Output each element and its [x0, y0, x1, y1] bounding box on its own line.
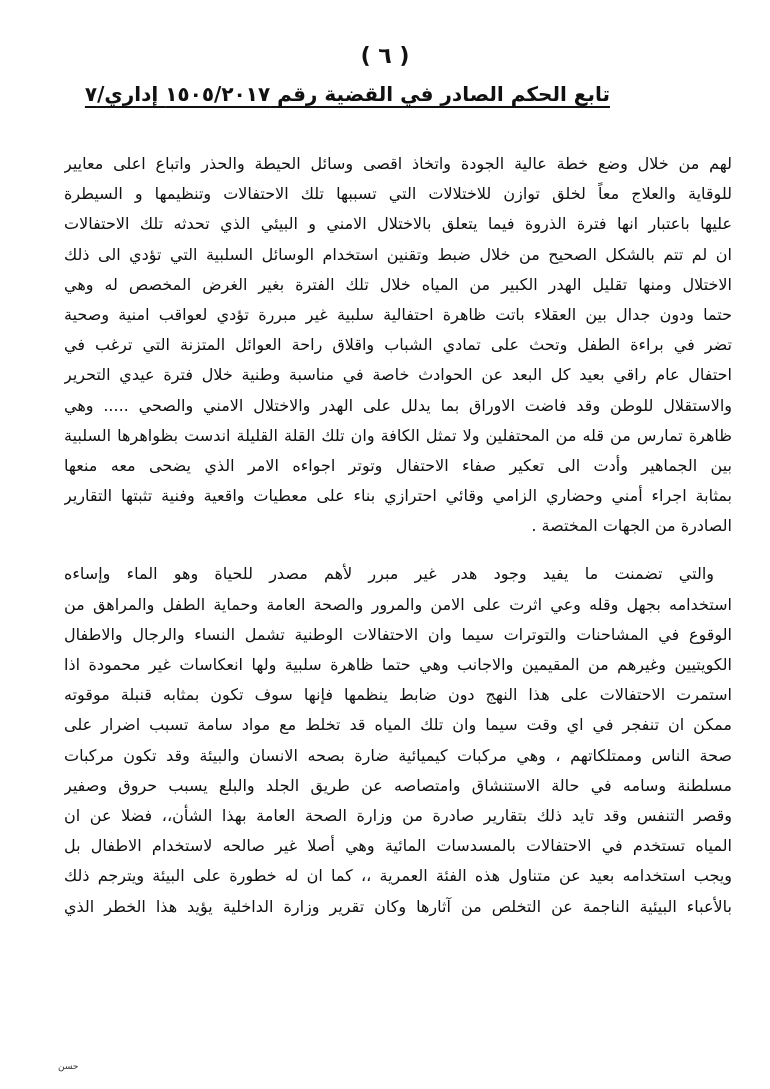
- paragraph-1: [64, 149, 732, 541]
- text-line: الاختلال ومنها تقليل الهدر الكبير من المياه خلال تلك الفترة بغير الغرض المخصص له وهي: [64, 274, 732, 294]
- text-line: الوقوع في المشاحنات والتوترات سيما وان الاحتفالات الوطنية تشمل النساء والرجال والاطفال: [64, 624, 732, 644]
- paragraph-2: [64, 559, 732, 921]
- paragraph-gap: [64, 541, 732, 559]
- footer-initials: حسن: [58, 1062, 79, 1072]
- text-line: ان لم تتم بالشكل الصحيح من خلال ضبط وتقنين استخدام الوسائل السلبية التي تؤدي الى ذلك: [64, 244, 732, 264]
- text-line: ويجب استخدامه بعيد عن متناول هذه الفئة العمرية ،، كما ان له خطورة على البيئة ويترجم ذلك: [64, 866, 732, 886]
- text-line: بين الجماهير وأدت الى تعكير صفاء الاحتفال وتوتر اجواءه الامر الذي يضحى معه منعها: [64, 455, 732, 475]
- page-number: ( ٦ ): [360, 44, 410, 69]
- text-line: عليها باعتبار انها فترة الذروة فيما يتعلق بالاختلال الامني و البيئي الذي تحدثه تلك الاحتفالات: [64, 214, 732, 234]
- text-line: والتي تضمنت ما يفيد وجود هدر غير مبرر لأهم مصدر للحياة وهو الماء وإساءه: [64, 564, 714, 584]
- judgment-title: تابع الحكم الصادر في القضية رقم ١٥٠٥/٢٠١٧ إداري/٧: [84, 82, 610, 106]
- text-line: بمثابة اجراء أمني وحضاري الزامي وقائي احترازي بناء على معطيات واقعية وفنية تثبتها التقارير: [64, 486, 732, 506]
- text-line: وقصر التنفس وقد تايد ذلك بتقارير صادرة من وزارة الصحة العامة بهذا الشأن،، فضلا عن ان: [64, 805, 732, 825]
- text-line: مسلطنة وسامه في حالة الاستنشاق وامتصاصه عن طريق الجلد والبلع يسبب حروق وصفير: [64, 775, 732, 795]
- text-line: والاستقلال للوطن وقد فاضت الاوراق بما يدلل على الهدر والاختلال الامني والصحي ..... وهي: [64, 395, 732, 415]
- text-line: الصادرة من الجهات المختصة .: [531, 516, 732, 536]
- text-line: ممكن ان تنفجر في اي وقت سيما وان تلك المياه قد تخلط مع مواد سامة تسبب اضرار على: [64, 715, 732, 735]
- text-line: احتفال عام راقي بعيد كل البعد عن الحوادث خاصة في مناسبة وطنية خلال فترة عيدي التحرير: [64, 365, 732, 385]
- text-line: صحة الناس وممتلكاتهم ، وهي مركبات كيميائية ضارة بصحه الانسان والبيئة وقد تكون مركبات: [64, 745, 732, 765]
- text-line: استخدامه بجهل وقله وعي اثرت على الامن والمرور والصحة العامة وحماية الطفل والمراهق من: [64, 594, 732, 614]
- text-line: للوقاية والعلاج معاً لخلق توازن للاختلالات التي تسببها تلك الاحتفالات وتنظيمها و السيطرة: [64, 184, 732, 204]
- judgment-body: [64, 149, 732, 922]
- text-line: بالأعباء البيئية الناجمة عن التخلص من آثارها وكان تقرير وزارة الداخلية يؤيد هذا الخطر الذي: [64, 896, 732, 916]
- text-line: الكويتيين وغيرهم من المقيمين والاجانب وهي حتما ظاهرة سلبية ولها انعكاسات غير محمودة اذا: [64, 655, 732, 674]
- text-line: لهم من خلال وضع خطة عالية الجودة واتخاذ اقصى وسائل الحيطة والحذر واتباع اعلى معايير: [64, 154, 732, 173]
- text-line: ظاهرة تمارس من قله من المحتفلين ولا تمثل الكافة وان تلك القلة القليلة اندست بظواهرها السلبية: [64, 425, 732, 445]
- text-line: تضر في براءة الطفل وتحث على تمادي الشباب واقلاق راحة العوائل المتزنة التي ترغب في: [64, 335, 732, 355]
- text-line: المياه تستخدم في الاحتفالات بالمسدسات المائية وهي أصلا غير صالحه لاستخدام الاطفال بل: [64, 836, 732, 856]
- text-line: استمرت الاحتفالات على هذا النهج دون ضابط ينظمها فإنها سوف تكون بمثابه قنبلة موقوته: [64, 685, 732, 705]
- text-line: حتما ودون جدال بين العقلاء باتت ظاهرة احتفالية سلبية غير مبررة تؤدي لعواقب امنية وصحية: [64, 304, 732, 324]
